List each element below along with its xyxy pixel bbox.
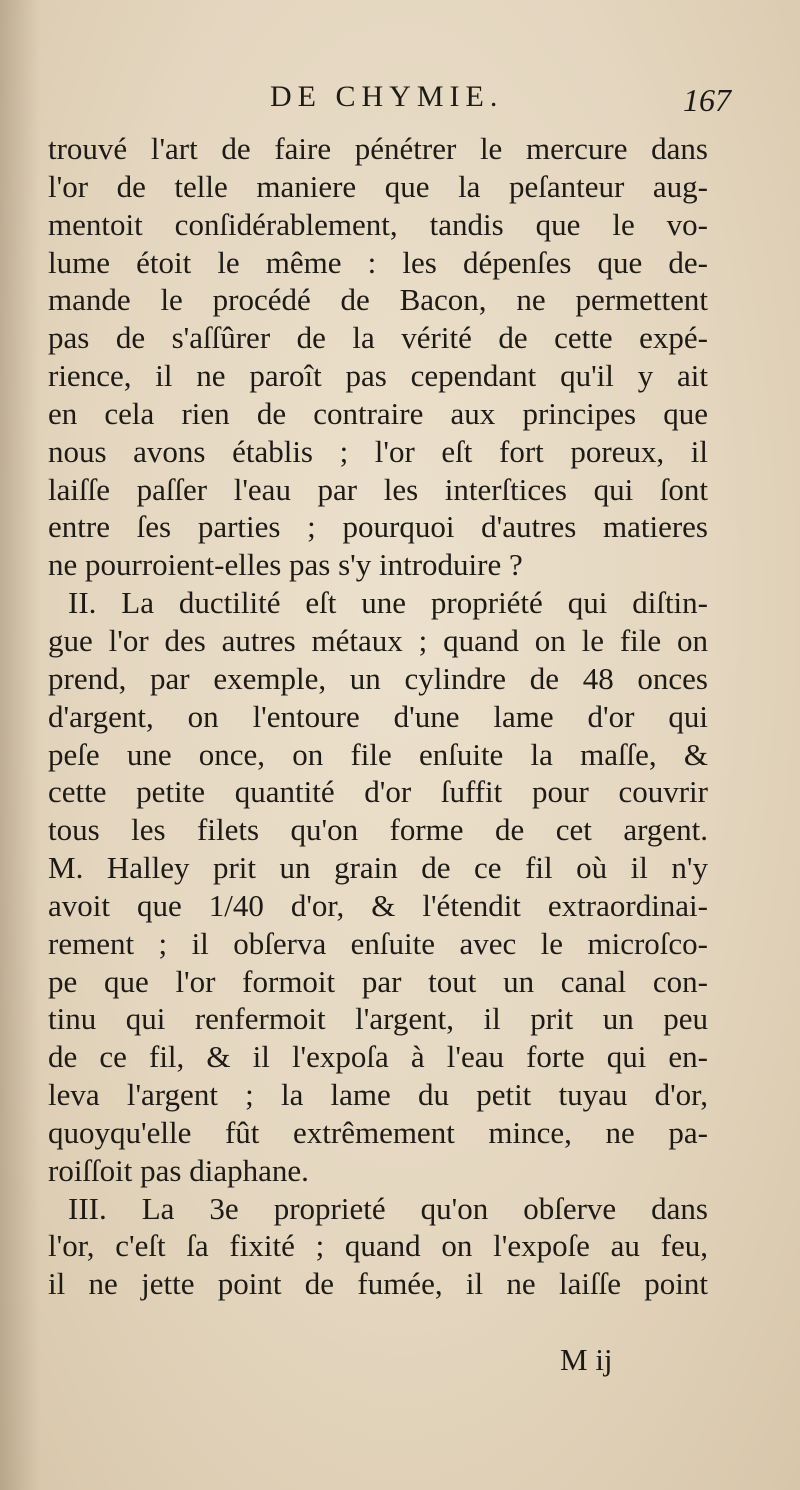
text-line: d'argent, on l'entoure d'une lame d'or qui bbox=[48, 698, 708, 734]
text-line: leva l'argent ; la lame du petit tuyau d'or, bbox=[48, 1077, 708, 1113]
text-line: ne pourroient-elles pas s'y introduire ? bbox=[48, 547, 523, 583]
text-line: il ne jette point de fumée, il ne laiſſe point bbox=[48, 1266, 708, 1302]
text-line: tinu qui renfermoit l'argent, il prit un peu bbox=[48, 1001, 708, 1037]
text-line: pas de s'aſſûrer de la vérité de cette expé- bbox=[48, 320, 708, 356]
text-line: lume étoit le même : les dépenſes que de- bbox=[48, 244, 708, 280]
text-line: gue l'or des autres métaux ; quand on le file on bbox=[48, 622, 708, 658]
signature-mark: M ij bbox=[560, 1342, 613, 1377]
text-line: M. Halley prit un grain de ce fil où il n'y bbox=[48, 850, 708, 886]
page-header bbox=[0, 72, 800, 122]
page-number: 167 bbox=[683, 82, 731, 118]
text-line: roiſſoit pas diaphane. bbox=[48, 1152, 309, 1188]
text-line: mande le procédé de Bacon, ne permettent bbox=[48, 282, 708, 318]
text-line: nous avons établis ; l'or eſt fort poreux, il bbox=[48, 433, 708, 469]
text-line: trouvé l'art de faire pénétrer le mercure dans bbox=[48, 131, 708, 166]
text-line: avoit que 1/40 d'or, & l'étendit extraordinai- bbox=[48, 887, 708, 923]
text-line: en cela rien de contraire aux principes que bbox=[48, 395, 708, 431]
text-line: l'or de telle maniere que la peſanteur aug- bbox=[48, 168, 708, 204]
body-text bbox=[48, 130, 708, 1303]
text-line: entre ſes parties ; pourquoi d'autres matieres bbox=[48, 509, 708, 545]
running-head: DE CHYMIE. bbox=[270, 80, 504, 113]
text-line: mentoit conſidérablement, tandis que le vo- bbox=[48, 206, 708, 242]
text-line: cette petite quantité d'or ſuffit pour couvrir bbox=[48, 774, 708, 810]
spine-shadow bbox=[0, 0, 40, 1490]
text-line: quoyqu'elle fût extrêmement mince, ne pa- bbox=[48, 1114, 708, 1150]
text-line: rience, il ne paroît pas cependant qu'il y ait bbox=[48, 358, 708, 394]
text-line: tous les filets qu'on forme de cet argent. bbox=[48, 812, 708, 848]
text-line: II. La ductilité eſt une propriété qui diſtin- bbox=[68, 585, 708, 621]
text-line: l'or, c'eſt ſa fixité ; quand on l'expoſe au feu, bbox=[48, 1228, 708, 1264]
text-line: pe que l'or formoit par tout un canal con- bbox=[48, 963, 708, 999]
text-line: prend, par exemple, un cylindre de 48 onces bbox=[48, 660, 708, 696]
text-line: III. La 3e proprieté qu'on obſerve dans bbox=[68, 1190, 708, 1226]
text-line: rement ; il obſerva enſuite avec le microſco- bbox=[48, 925, 708, 961]
text-line: peſe une once, on file enſuite la maſſe, & bbox=[48, 736, 708, 772]
text-line: de ce fil, & il l'expoſa à l'eau forte qui en- bbox=[48, 1039, 708, 1075]
text-line: laiſſe paſſer l'eau par les interſtices qui ſont bbox=[48, 471, 708, 507]
